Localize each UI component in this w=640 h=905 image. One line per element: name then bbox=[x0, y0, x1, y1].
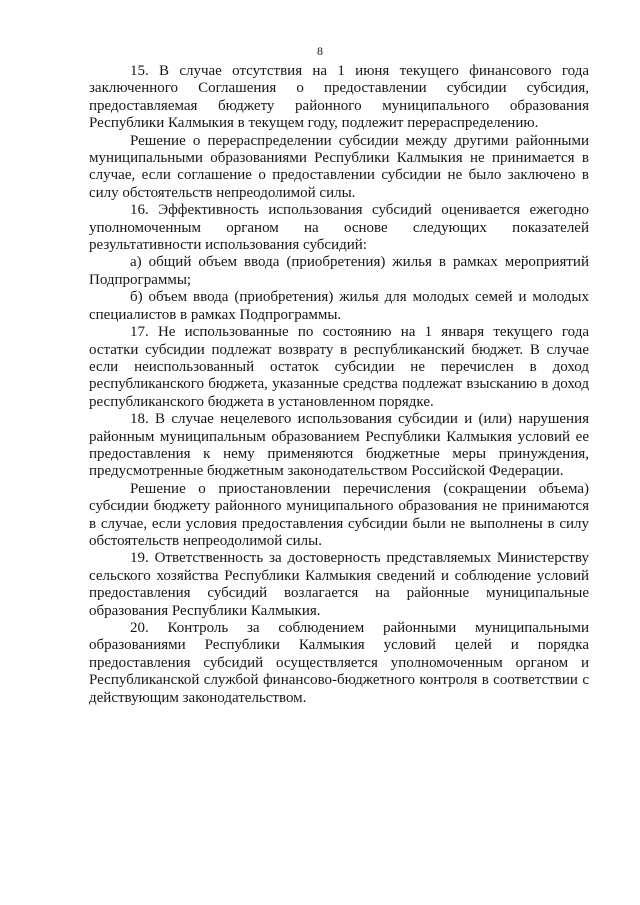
paragraph-16: 16. Эффективность использования субсидий оценивается ежегодно уполномоченным органом на основе следующих показателей результативности использования субсидий: bbox=[89, 202, 589, 254]
paragraph-16-a: а) общий объем ввода (приобретения) жилья в рамках мероприятий Подпрограммы; bbox=[89, 254, 589, 288]
paragraph-20: 20. Контроль за соблюдением районными муниципальными образованиями Республики Калмыкия условий целей и порядка предоставления субсидий осуществляется уполномоченным органом и Республиканской службой финансово-бюджетного контроля в соответствии с действующим законодательством. bbox=[89, 620, 589, 706]
paragraph-19: 19. Ответственность за достоверность представляемых Министерству сельского хозяйства Республики Калмыкия сведений и соблюдение условий предоставления субсидий возлагается на районные муниципальные образования Республики Калмыкия. bbox=[89, 550, 589, 619]
paragraph-18: 18. В случае нецелевого использования субсидии и (или) нарушения районным муниципальным образованием Республики Калмыкия условий ее предоставления к нему применяются бюджетные меры принуждения, предусмотренные бюджетным законодательством Российской Федерации. bbox=[89, 411, 589, 480]
paragraph-15-decision: Решение о перераспределении субсидии между другими районными муниципальными образованиями Республики Калмыкия не принимается в случае, если соглашение о предоставлении субсидии не было заключено в силу обстоятельств непреодолимой силы. bbox=[89, 132, 589, 201]
paragraph-18-decision: Решение о приостановлении перечисления (сокращении объема) субсидии бюджету районного муниципального образования не принимаются в случае, если условия предоставления субсидии были не выполнены в силу обстоятельств непреодолимой силы. bbox=[89, 480, 589, 549]
paragraph-15: 15. В случае отсутствия на 1 июня текущего финансового года заключенного Соглашения о предоставлении субсидии субсидия, предоставляемая бюджету районного муниципального образования Республики Калмыкия в текущем году, подлежит перераспределению. bbox=[89, 63, 589, 132]
paragraph-16-b: б) объем ввода (приобретения) жилья для молодых семей и молодых специалистов в рамках Подпрограммы. bbox=[89, 289, 589, 323]
document-body bbox=[89, 63, 589, 707]
paragraph-17: 17. Не использованные по состоянию на 1 января текущего года остатки субсидии подлежат возврату в республиканский бюджет. В случае если неиспользованный остаток субсидии не перечислен в доход республиканского бюджета, указанные средства подлежат взысканию в доход республиканского бюджета в установленном порядке. bbox=[89, 324, 589, 410]
page-number: 8 bbox=[317, 44, 323, 58]
